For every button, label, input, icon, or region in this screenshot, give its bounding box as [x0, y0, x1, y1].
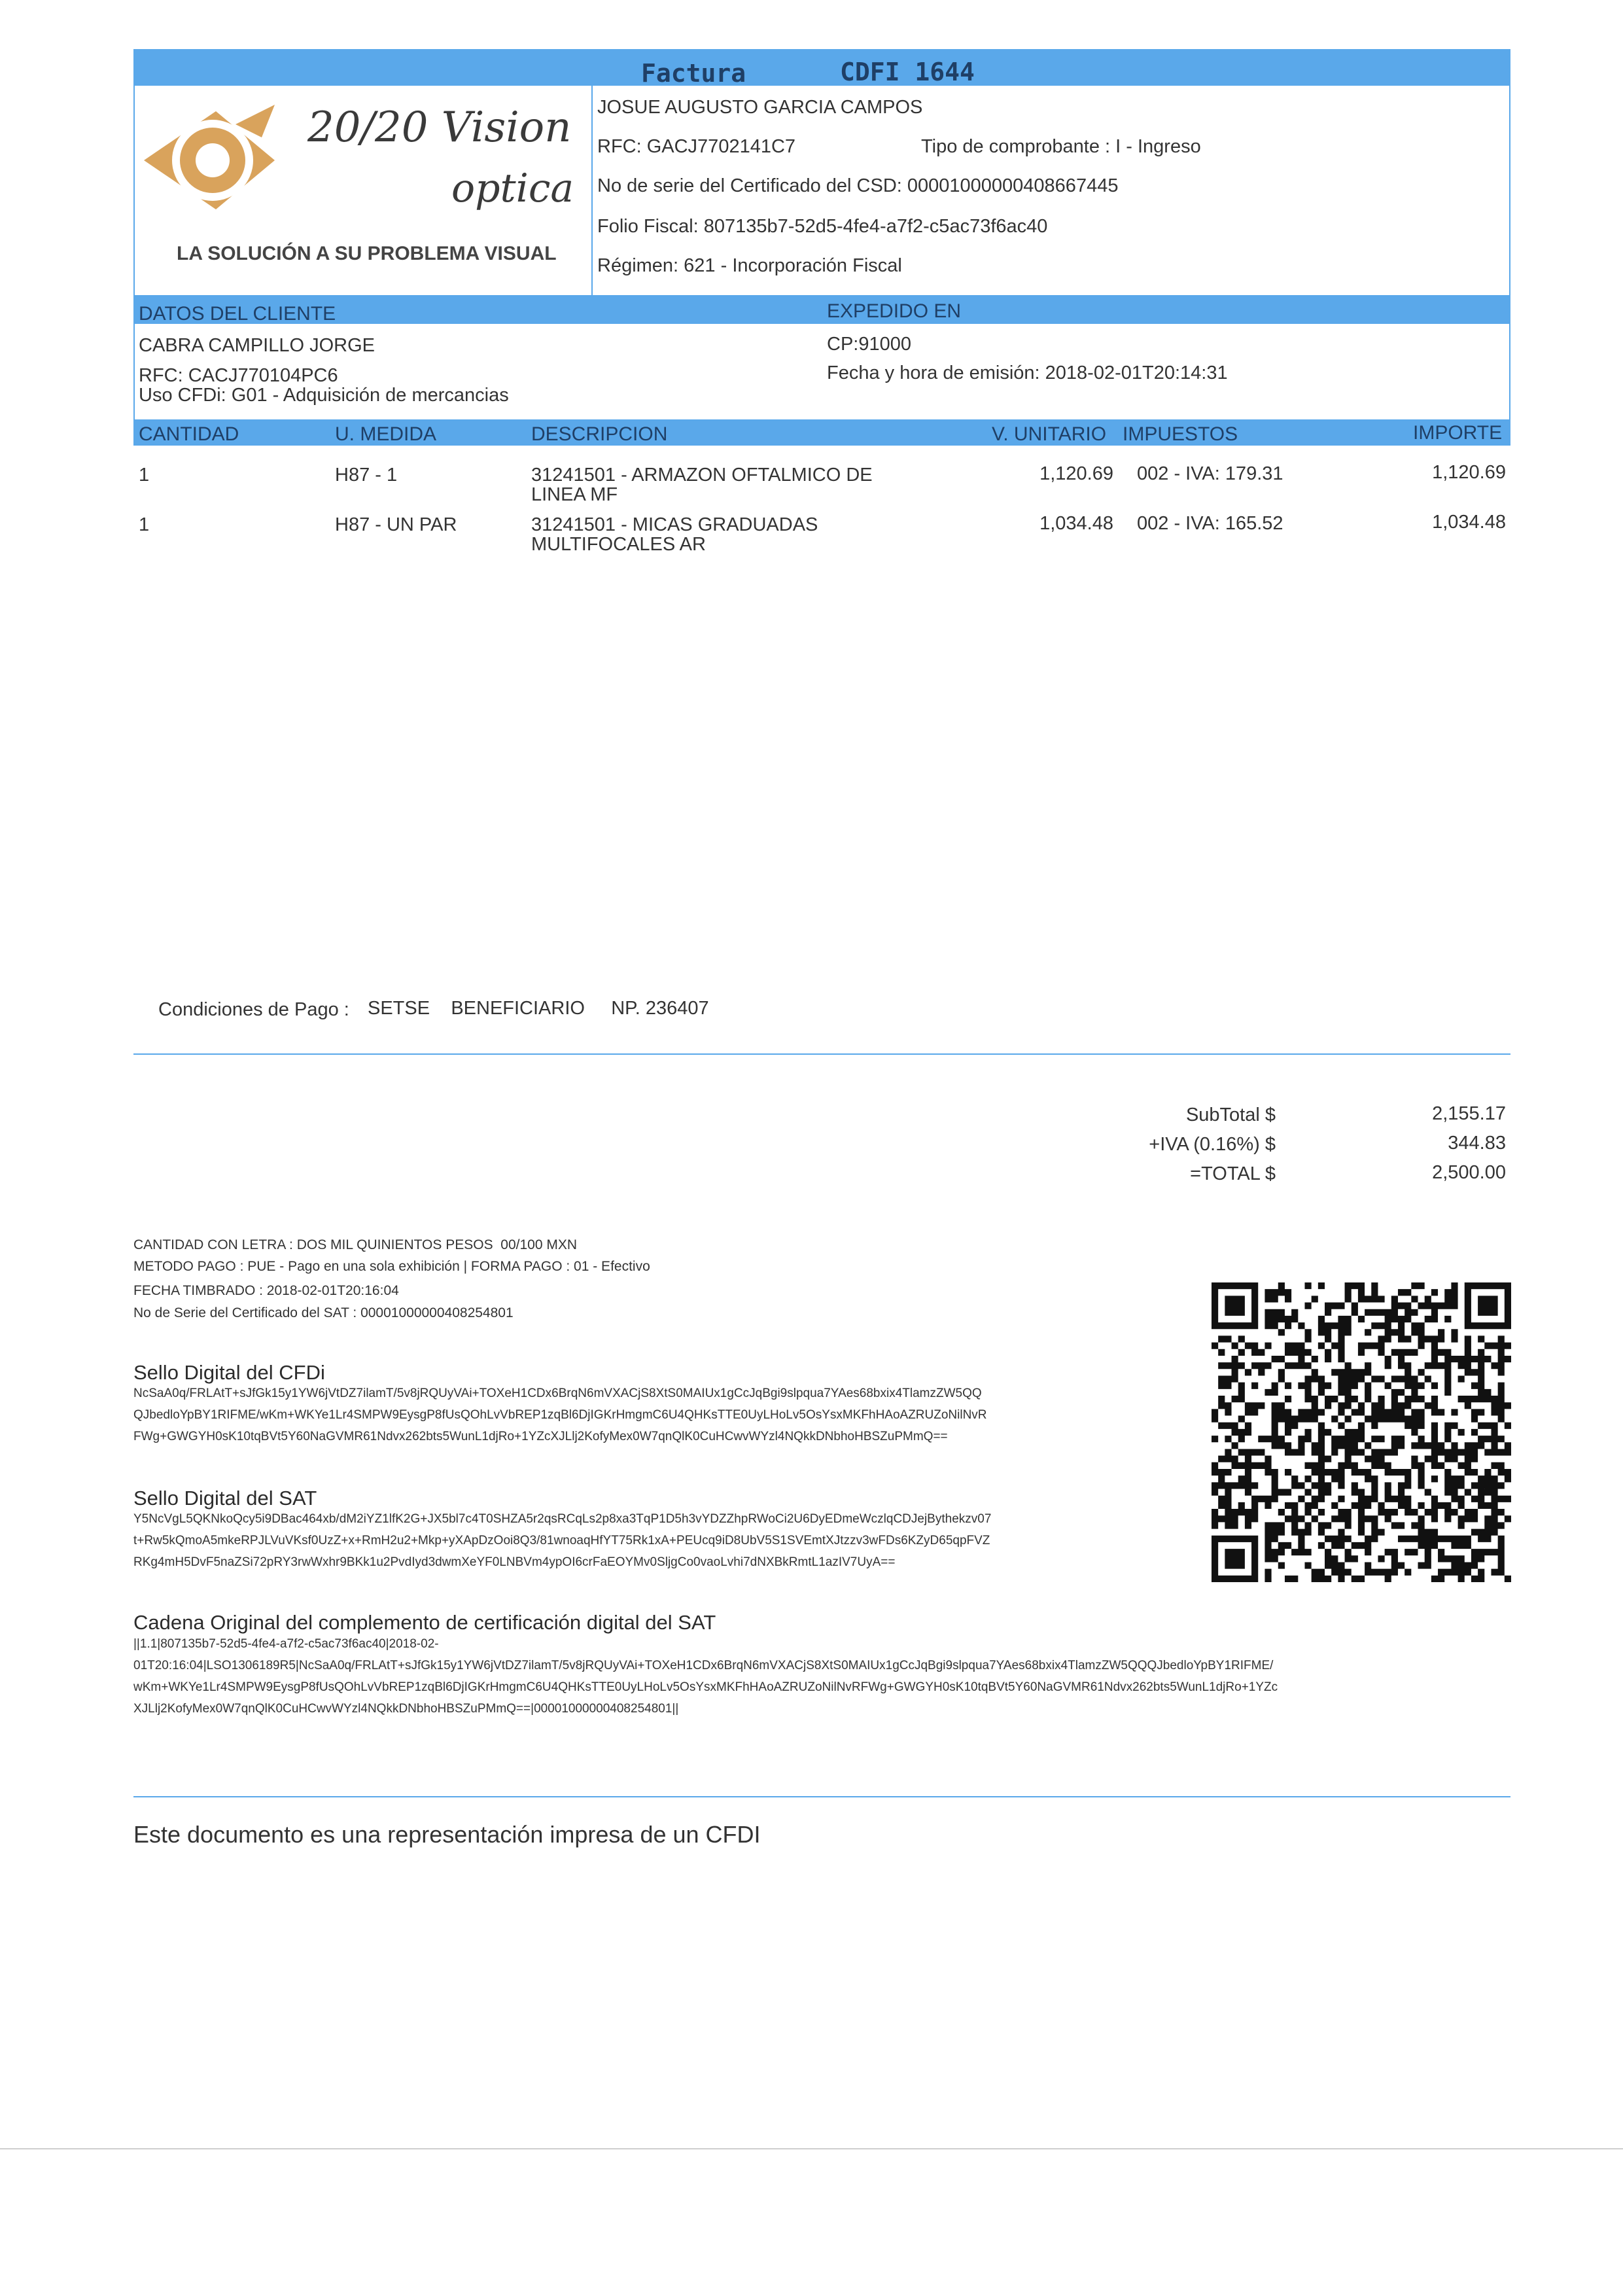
folio-fiscal: Folio Fiscal: 807135b7-52d5-4fe4-a7f2-c5ac73f6ac40 [597, 216, 1048, 237]
row-medida: H87 - UN PAR [335, 514, 457, 535]
sello-sat-line: RKg4mH5DvF5naZSi72pRY3rwWxhr9BKk1u2PvdIyd3dwmXeYF0LNBVm4ypOI6crFaEOYMv0SljgCo0vaoLvhi7dNXBkRmtL1azIV7UyA== [133, 1555, 896, 1569]
divider [133, 1053, 1510, 1055]
row-unitario: 1,120.69 [1039, 463, 1113, 484]
total-value: 2,500.00 [1432, 1162, 1506, 1183]
iva-value: 344.83 [1448, 1133, 1506, 1154]
row-unitario: 1,034.48 [1039, 513, 1113, 534]
row-importe: 1,120.69 [1432, 462, 1506, 483]
sello-sat-title: Sello Digital del SAT [133, 1487, 317, 1510]
col-header-cantidad: CANTIDAD [139, 423, 239, 445]
col-header-impuestos: IMPUESTOS [1123, 423, 1238, 445]
cantidad-letra: CANTIDAD CON LETRA : DOS MIL QUINIENTOS PESOS 00/100 MXN [133, 1237, 577, 1252]
sello-sat-line: Y5NcVgL5QKNkoQcy5i9DBac464xb/dM2iYZ1lfK2G+JX5bl7c4T0SHZA5r2qsRCqLs2p8xa3TqP1D5h3vYDZZhpRWoCi2U6DyEDmeWczlqCDJejBythekzv07 [133, 1512, 992, 1526]
row-impuestos: 002 - IVA: 179.31 [1137, 463, 1283, 484]
fecha-timbrado: FECHA TIMBRADO : 2018-02-01T20:16:04 [133, 1283, 399, 1298]
cadena-line: 01T20:16:04|LSO1306189R5|NcSaA0q/FRLAtT+sJfGk15y1YW6jVtDZ7ilamT/5v8jRQUyVAi+TOXeH1CDx6BrqN6mVXACjS8XtS0MAIUx1gCcJqBgi9slpqua7YAes68bxix4TlamzZW5QQQJbedloYpBY1RIFME/ [133, 1659, 1274, 1672]
row-impuestos: 002 - IVA: 165.52 [1137, 513, 1283, 534]
footer-note: Este documento es una representación impresa de un CFDI [133, 1821, 761, 1848]
uso-cfdi: Uso CFDi: G01 - Adquisición de mercancias [139, 385, 509, 406]
payment-value: SETSE BENEFICIARIO NP. 236407 [368, 998, 709, 1019]
row-descripcion-cont: LINEA MF [531, 484, 618, 505]
expedido-section-title: EXPEDIDO EN [827, 300, 962, 322]
col-header-descripcion: DESCRIPCION [531, 423, 668, 445]
brand-subtitle: optica [451, 166, 574, 211]
metodo-pago: METODO PAGO : PUE - Pago en una sola exhibición | FORMA PAGO : 01 - Efectivo [133, 1259, 650, 1274]
brand-tagline: LA SOLUCIÓN A SU PROBLEMA VISUAL [177, 243, 557, 264]
sello-cfdi-title: Sello Digital del CFDi [133, 1361, 325, 1384]
row-descripcion: 31241501 - MICAS GRADUADAS [531, 514, 818, 535]
client-section-title: DATOS DEL CLIENTE [139, 303, 336, 325]
regimen-fiscal: Régimen: 621 - Incorporación Fiscal [597, 255, 902, 276]
csd-serial: No de serie del Certificado del CSD: 00001000000408667445 [597, 175, 1119, 196]
comprobante-type: Tipo de comprobante : I - Ingreso [921, 136, 1201, 157]
issuer-rfc: RFC: GACJ7702141C7 [597, 136, 796, 157]
row-importe: 1,034.48 [1432, 512, 1506, 533]
row-descripcion: 31241501 - ARMAZON OFTALMICO DE [531, 465, 873, 486]
subtotal-value: 2,155.17 [1432, 1103, 1506, 1124]
col-header-importe: IMPORTE [1413, 422, 1503, 444]
row-medida: H87 - 1 [335, 465, 398, 486]
row-cantidad: 1 [139, 514, 150, 535]
sello-sat-line: t+Rw5kQmoA5mkeRPJLVuVKsf0UzZ+x+RmH2u2+Mkp+yXApDzOoi8Q3/81wnoaqHfYT75Rk1xA+PEUcq9iD8UbV5S1SVEmtXJtzzv3wFDs6KZyD65qpFVZ [133, 1534, 990, 1547]
client-rfc: RFC: CACJ770104PC6 [139, 365, 338, 386]
payment-label: Condiciones de Pago : [158, 999, 349, 1020]
expedido-cp: CP:91000 [827, 334, 911, 355]
doc-type-label: Factura [641, 59, 746, 88]
qr-code [1212, 1282, 1511, 1582]
client-name: CABRA CAMPILLO JORGE [139, 335, 375, 356]
total-label: =TOTAL $ [1190, 1163, 1276, 1184]
sat-cert-serial: No de Serie del Certificado del SAT : 00001000000408254801 [133, 1305, 514, 1320]
sello-cfdi-line: QJbedloYpBY1RIFME/wKm+WKYe1Lr4SMPW9EysgP8fUsQOhLvVbREP1zqBl6DjIGKrHmgmC6U4QHKsTTE0UyLHoLv5OsYsxMKFhHAoAZRUZoNilNvR [133, 1408, 987, 1422]
col-header-unitario: V. UNITARIO [992, 423, 1107, 445]
row-cantidad: 1 [139, 465, 150, 486]
iva-label: +IVA (0.16%) $ [1149, 1134, 1276, 1155]
invoice-title-bar [133, 49, 1510, 86]
issuer-name: JOSUE AUGUSTO GARCIA CAMPOS [597, 97, 923, 118]
cadena-line: ||1.1|807135b7-52d5-4fe4-a7f2-c5ac73f6ac40|2018-02- [133, 1637, 439, 1651]
sello-cfdi-line: NcSaA0q/FRLAtT+sJfGk15y1YW6jVtDZ7ilamT/5v8jRQUyVAi+TOXeH1CDx6BrqN6mVXACjS8XtS0MAIUx1gCcJqBgi9slpqua7YAes68bxix4TlamzZW5QQ [133, 1386, 982, 1400]
footer-divider [133, 1796, 1510, 1797]
cadena-line: XJLlj2KofyMex0W7qnQlK0CuHCwvWYzl4NQkkDNbhoHBSZuPMmQ==|00001000000408254801|| [133, 1702, 679, 1716]
scan-edge [0, 2148, 1623, 2149]
cadena-line: wKm+WKYe1Lr4SMPW9EysgP8fUsQOhLvVbREP1zqBl6DjIGKrHmgmC6U4QHKsTTE0UyLHoLv5OsYsxMKFhHAoAZRUZoNilNvRFWg+GWGYH0sK10tqBVt5Y60NaGVMR61Ndvx262bts5WunL1djRo+1YZc [133, 1680, 1278, 1694]
cfdi-number: CDFI 1644 [840, 58, 975, 86]
client-header-bar [133, 295, 1510, 324]
sello-cfdi-line: FWg+GWGYH0sK10tqBVt5Y60NaGVMR61Ndvx262bts5WunL1djRo+1YZcXJLlj2KofyMex0W7qnQlK0CuHCwvWYzl4NQkkDNbhoHBSZuPMmQ== [133, 1430, 948, 1443]
subtotal-label: SubTotal $ [1185, 1104, 1276, 1125]
cadena-title: Cadena Original del complemento de certificación digital del SAT [133, 1611, 716, 1634]
emission-date: Fecha y hora de emisión: 2018-02-01T20:14:31 [827, 362, 1228, 383]
row-descripcion-cont: MULTIFOCALES AR [531, 534, 706, 555]
brand-name: 20/20 Vision [307, 103, 572, 152]
col-header-medida: U. MEDIDA [335, 423, 437, 445]
